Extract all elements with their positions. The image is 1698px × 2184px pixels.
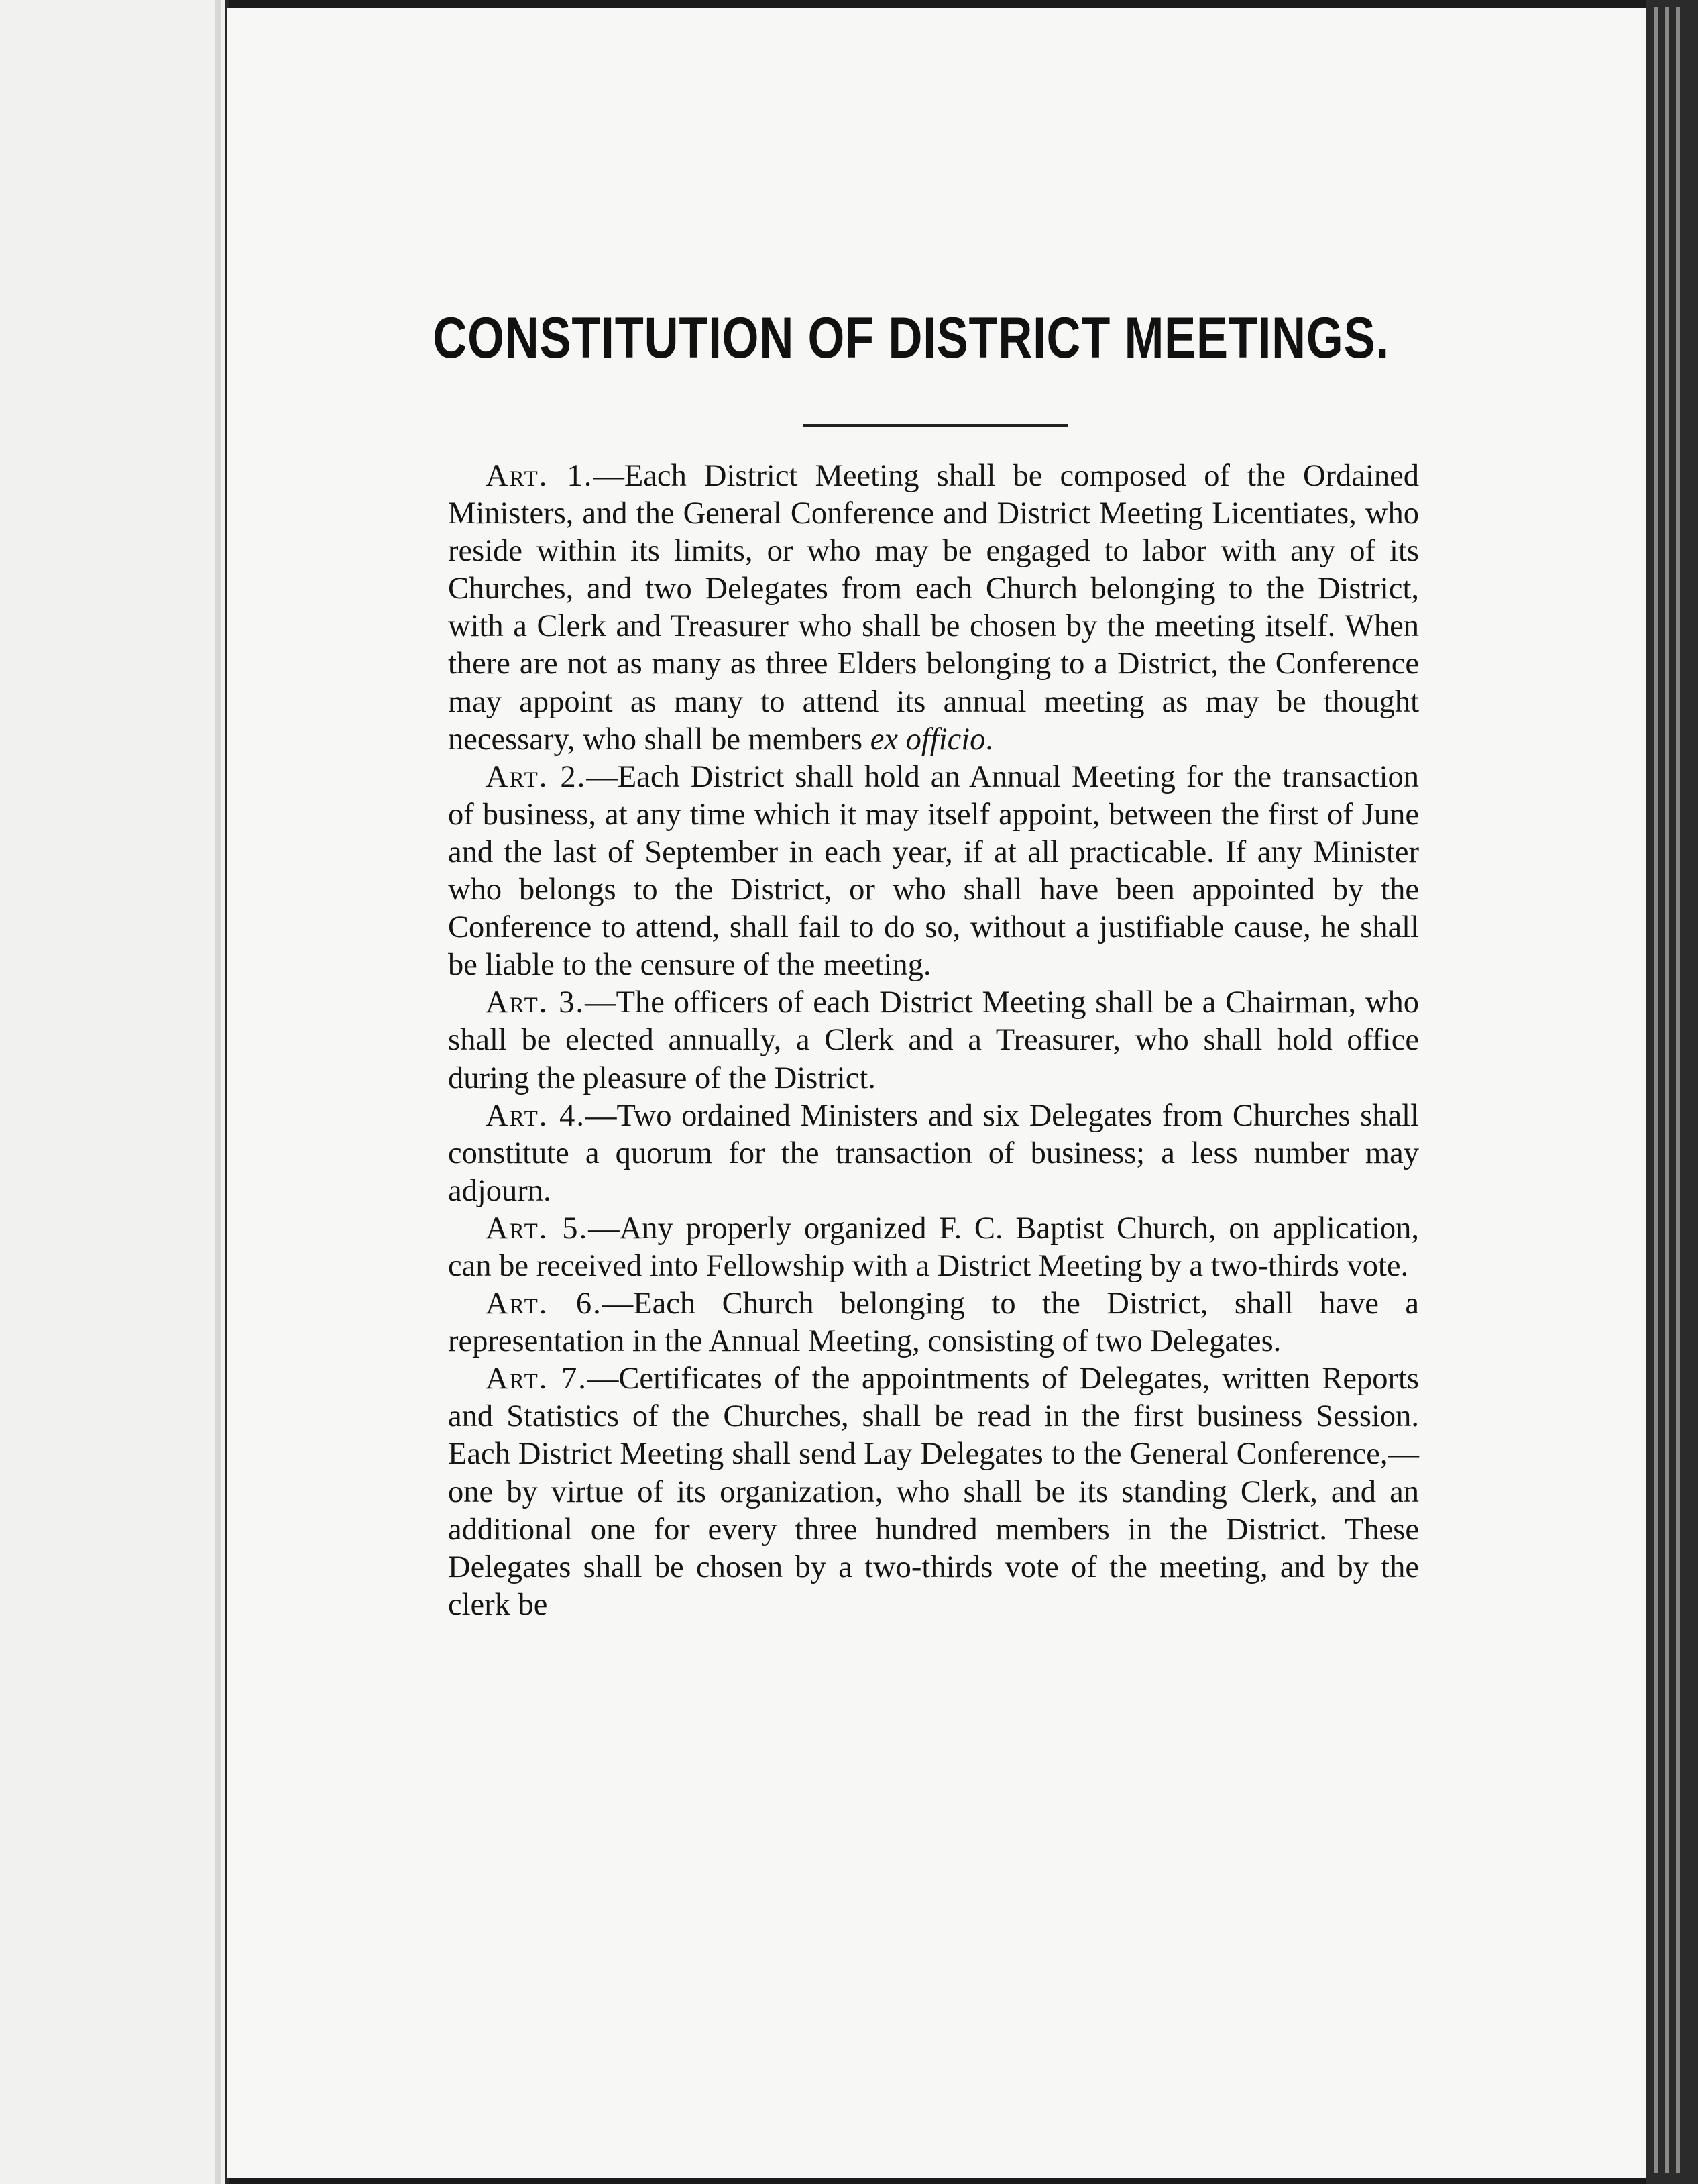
article-text: —Each District shall hold an Annual Meeting for the transaction of business, at any time which it may itself appoint, between the first of June and the last of September in each year, if at all practicable. If any Minister who belongs to the District, or who shall have been appointed by the Conference to attend, shall fail to do so, without a justifiable cause, he shall be liable to the censure of the meeting. bbox=[448, 759, 1419, 983]
article-label: Art. 1. bbox=[486, 459, 593, 493]
facing-page-shadow bbox=[215, 0, 221, 2184]
article-label: Art. 4. bbox=[486, 1098, 585, 1133]
article-6 bbox=[448, 1285, 1419, 1360]
article-text: —Two ordained Ministers and six Delegates from Churches shall constitute a quorum for the transaction of business; a less number may adjourn. bbox=[448, 1098, 1419, 1208]
article-4 bbox=[448, 1097, 1419, 1210]
article-2 bbox=[448, 759, 1419, 985]
page-stack-edge bbox=[1646, 0, 1698, 2184]
article-italic-text: ex officio bbox=[870, 722, 986, 757]
page-heading: CONSTITUTION OF DISTRICT MEETINGS. bbox=[433, 306, 1390, 370]
article-3 bbox=[448, 984, 1419, 1097]
article-1 bbox=[448, 457, 1419, 759]
article-text-tail: . bbox=[985, 722, 994, 757]
facing-page-edge bbox=[0, 0, 229, 2184]
article-text: —The officers of each District Meeting shall be a Chairman, who shall be elected annually, a Clerk and a Treasurer, who shall hold office during the pleasure of the District. bbox=[448, 985, 1419, 1095]
heading-rule bbox=[803, 424, 1068, 427]
article-text: —Each District Meeting shall be composed of the Ordained Ministers, and the General Conference and District Meeting Licentiates, who reside within its limits, or who may be engaged to labor with any of its Churches, and two Delegates from each Church belonging to the District, with a Clerk and Treasurer who shall be chosen by the meeting itself. When there are not as many as three Elders belonging to a District, the Conference may appoint as many to attend its annual meeting as may be thought necessary, who shall be members bbox=[448, 459, 1419, 757]
article-label: Art. 7. bbox=[486, 1362, 587, 1397]
articles-body bbox=[448, 457, 1419, 1624]
article-label: Art. 2. bbox=[486, 759, 587, 794]
article-text: —Any properly organized F. C. Baptist Church, on application, can be received into Fellowship with a District Meeting by a two-thirds vote. bbox=[448, 1211, 1419, 1283]
article-text: —Each Church belonging to the District, shall have a representation in the Annual Meeting, consisting of two Delegates. bbox=[448, 1287, 1419, 1359]
article-7 bbox=[448, 1360, 1419, 1624]
article-text: —Certificates of the appointments of Delegates, written Reports and Statistics of the Churches, shall be read in the first business Session. Each District Meeting shall send Lay Delegates to the General Conference,—one by virtue of its organization, who shall be its standing Clerk, and an additional one for every three hundred members in the District. These Delegates shall be chosen by a two-thirds vote of the meeting, and by the clerk be bbox=[448, 1362, 1419, 1622]
article-5 bbox=[448, 1210, 1419, 1285]
article-label: Art. 3. bbox=[486, 985, 585, 1020]
article-label: Art. 5. bbox=[486, 1211, 589, 1246]
article-label: Art. 6. bbox=[486, 1287, 602, 1321]
